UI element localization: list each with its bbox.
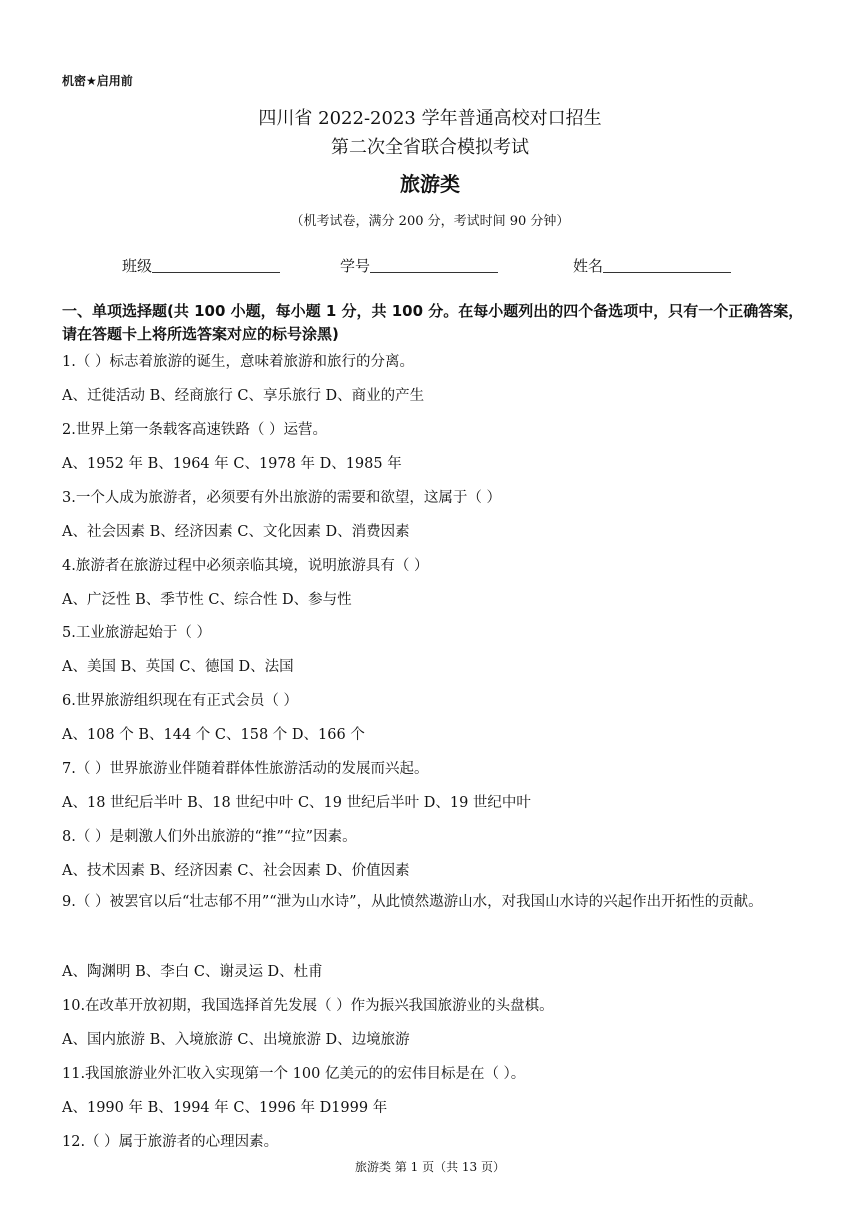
name-blank <box>603 256 731 273</box>
id-label: 学号 <box>340 257 371 275</box>
question-stem: 2.世界上第一条载客高速铁路（ ）运营。 <box>62 422 327 438</box>
question-stem: 12.（ ）属于旅游者的心理因素。 <box>62 1134 279 1150</box>
question-options: A、18 世纪后半叶 B、18 世纪中叶 C、19 世纪后半叶 D、19 世纪中叶 <box>62 795 531 811</box>
question-options: A、美国 B、英国 C、德国 D、法国 <box>62 659 294 675</box>
page-footer: 旅游类 第 1 页（共 13 页） <box>355 1160 505 1174</box>
exam-title-line2: 第二次全省联合模拟考试 <box>331 137 529 158</box>
question-stem: 4.旅游者在旅游过程中必须亲临其境，说明旅游具有（ ） <box>62 558 429 574</box>
class-label: 班级 <box>122 257 153 275</box>
question-options: A、迁徙活动 B、经商旅行 C、享乐旅行 D、商业的产生 <box>62 388 425 404</box>
question-stem: 9.（ ）被罢官以后“壮志郁不用”“泄为山水诗”，从此愤然遨游山水，对我国山水诗的兴起作出开拓性的贡献。 <box>62 894 763 910</box>
question-options: A、陶渊明 B、李白 C、谢灵运 D、杜甫 <box>62 964 323 980</box>
question-options: A、社会因素 B、经济因素 C、文化因素 D、消费因素 <box>62 524 410 540</box>
question-stem: 6.世界旅游组织现在有正式会员（ ） <box>62 693 298 709</box>
question-options: A、广泛性 B、季节性 C、综合性 D、参与性 <box>62 592 352 608</box>
class-field <box>122 255 280 276</box>
subject-title: 旅游类 <box>400 172 460 196</box>
id-field <box>340 255 498 276</box>
section-heading: 一、单项选择题(共 100 小题，每小题 1 分，共 100 分。在每小题列出的四个备选项中，只有一个正确答案，请在答题卡上将所选答案对应的标号涂黑) <box>62 302 804 343</box>
question-stem: 5.工业旅游起始于（ ） <box>62 625 211 641</box>
question-options: A、1990 年 B、1994 年 C、1996 年 D1999 年 <box>62 1100 388 1116</box>
id-blank <box>370 256 498 273</box>
question-options: A、108 个 B、144 个 C、158 个 D、166 个 <box>62 727 365 743</box>
question-stem: 10.在改革开放初期，我国选择首先发展（ ）作为振兴我国旅游业的头盘棋。 <box>62 998 554 1014</box>
question-options: A、1952 年 B、1964 年 C、1978 年 D、1985 年 <box>62 456 402 472</box>
question-options: A、国内旅游 B、入境旅游 C、出境旅游 D、边境旅游 <box>62 1032 410 1048</box>
question-options: A、技术因素 B、经济因素 C、社会因素 D、价值因素 <box>62 863 410 879</box>
question-stem: 8.（ ）是刺激人们外出旅游的“推”“拉”因素。 <box>62 829 357 845</box>
question-stem: 3.一个人成为旅游者，必须要有外出旅游的需要和欲望，这属于（ ） <box>62 490 501 506</box>
name-label: 姓名 <box>573 257 604 275</box>
question-stem: 1.（ ）标志着旅游的诞生，意味着旅游和旅行的分离。 <box>62 354 414 370</box>
exam-note: （机考试卷，满分 200 分，考试时间 90 分钟） <box>290 214 570 229</box>
name-field <box>573 255 731 276</box>
class-blank <box>152 256 280 273</box>
confidential-label: 机密★启用前 <box>62 74 133 88</box>
question-stem: 7.（ ）世界旅游业伴随着群体性旅游活动的发展而兴起。 <box>62 761 429 777</box>
question-stem: 11.我国旅游业外汇收入实现第一个 100 亿美元的的宏伟目标是在（ ）。 <box>62 1066 526 1082</box>
exam-title-line1: 四川省 2022-2023 学年普通高校对口招生 <box>258 108 602 129</box>
